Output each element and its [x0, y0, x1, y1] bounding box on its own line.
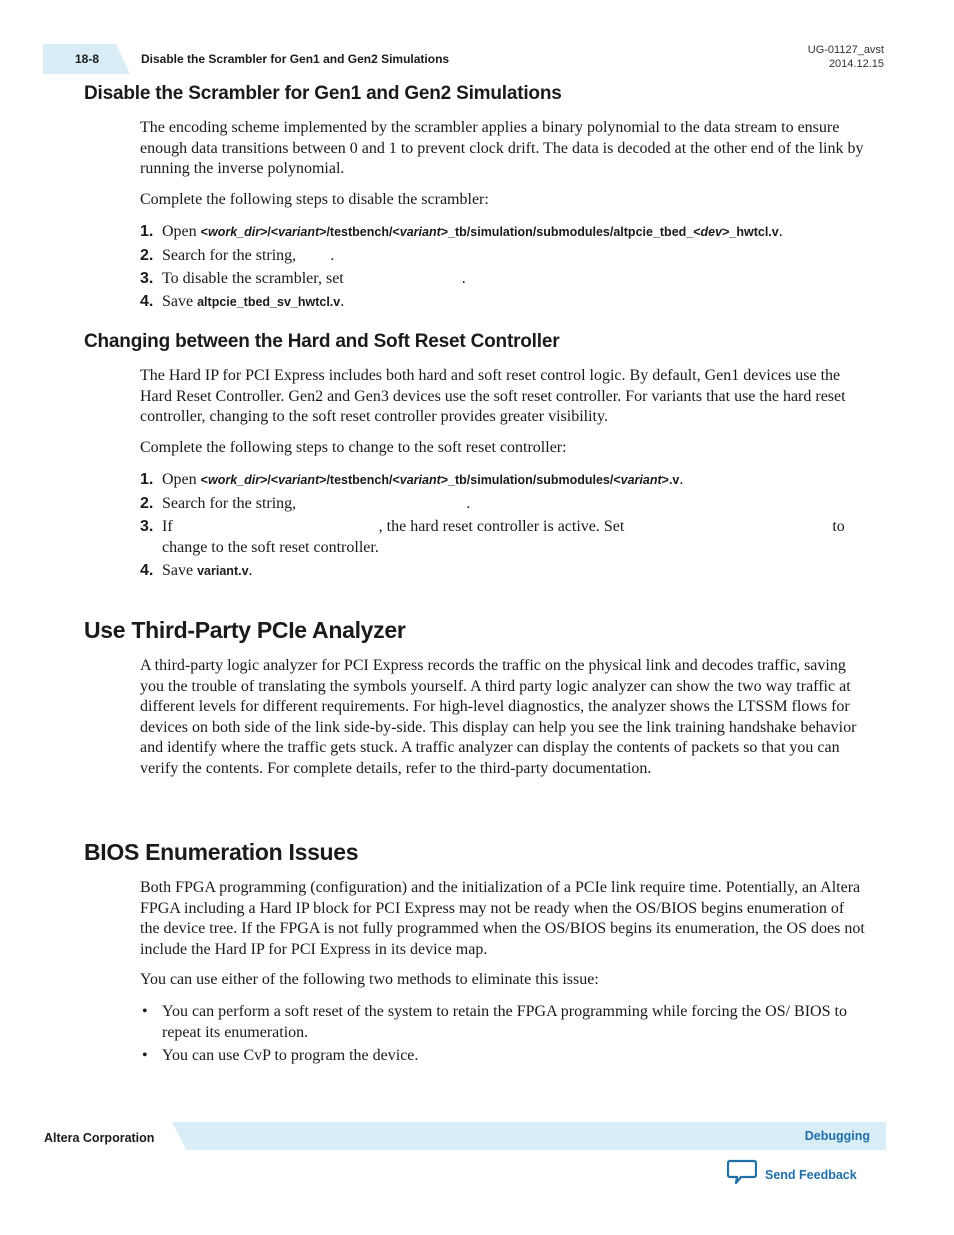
scrambler-steps-intro: Complete the following steps to disable the scrambler:	[140, 191, 489, 208]
list-item: 1. Open <work_dir>/<variant>/testbench/<variant>_tb/simulation/submodules/altpcie_tbed_<dev>_hwtcl.v.	[140, 223, 783, 240]
scrambler-paragraph: The encoding scheme implemented by the scrambler applies a binary polynomial to the data stream to ensure enough data transitions between 0 and 1 to prevent clock drift. The data is decoded at the other end of the link by running the inverse polynomial.	[140, 119, 864, 178]
chapter-link[interactable]: Debugging	[804, 1129, 870, 1143]
bios-methods-intro: You can use either of the following two methods to eliminate this issue:	[140, 971, 599, 988]
list-item: • You can perform a soft reset of the system to retain the FPGA programming while forcing the OS/ BIOS to repeat its enumeration.	[142, 1003, 847, 1041]
doc-meta	[808, 43, 884, 71]
section-heading-reset-controller: Changing between the Hard and Soft Reset Controller	[84, 331, 560, 352]
bullet: •	[142, 1047, 148, 1064]
file-path: <work_dir>/<variant>/testbench/<variant>_tb/simulation/submodules/<variant>.v	[200, 473, 680, 487]
list-item: 1. Open <work_dir>/<variant>/testbench/<variant>_tb/simulation/submodules/<variant>.v.	[140, 471, 684, 488]
reset-steps	[140, 469, 866, 584]
bios-methods-list	[140, 1001, 866, 1068]
list-item: • You can use CvP to program the device.	[142, 1047, 419, 1064]
page-number: 18-8	[75, 52, 100, 66]
section-heading-pcie-analyzer: Use Third-Party PCIe Analyzer	[84, 617, 406, 643]
list-item: 2. Search for the string, .	[140, 495, 471, 512]
bullet: •	[142, 1003, 148, 1020]
file-name: variant.v	[197, 564, 249, 578]
footer-company: Altera Corporation	[44, 1131, 155, 1145]
reset-paragraph: The Hard IP for PCI Express includes both hard and soft reset control logic. By default, Gen1 devices use the Hard Reset Controller. Gen2 and Gen3 devices use the soft reset controller. For variants that use the hard reset controller, changing to the soft reset controller provides greater visibility.	[140, 367, 846, 426]
list-item: 4. Save variant.v.	[140, 562, 253, 579]
bios-paragraph: Both FPGA programming (configuration) and the initialization of a PCIe link require time. Potentially, an Altera FPGA including a Hard IP block for PCI Express may not be ready when the OS/BIOS begins enumeration of the device tree. If the FPGA is not fully programmed when the OS/BIOS begins its enumeration, the OS does not include the Hard IP for PCI Express in its device map.	[140, 879, 865, 958]
send-feedback-label: Send Feedback	[765, 1167, 857, 1182]
list-item: 2. Search for the string, .	[140, 247, 335, 264]
speech-bubble-icon	[727, 1159, 757, 1190]
running-title: Disable the Scrambler for Gen1 and Gen2 Simulations	[141, 52, 450, 66]
doc-id: UG-01127_avst	[807, 44, 884, 56]
doc-date: 2014.12.15	[828, 58, 884, 70]
reset-steps-intro: Complete the following steps to change to the soft reset controller:	[140, 439, 567, 456]
list-item: 3. If , the hard reset controller is active. Set to change to the soft reset controller.	[140, 518, 845, 556]
analyzer-paragraph: A third-party logic analyzer for PCI Express records the traffic on the physical link and decodes traffic, saving you the trouble of translating the symbols yourself. A third party logic analyzer can show the two way traffic at different levels for different requirements. For high-level diagnostics, the analyzer shows the LTSSM flows for devices on both side of the link side-by-side. This display can help you see the link training handshake behavior and identify where the traffic gets stuck. A traffic analyzer can display the contents of packets so that you can verify the contents. For complete details, refer to the third-party documentation.	[140, 657, 857, 777]
list-item: 3. To disable the scrambler, set .	[140, 270, 466, 287]
footer-band	[172, 1122, 886, 1150]
list-item: 4. Save altpcie_tbed_sv_hwtcl.v.	[140, 293, 345, 310]
send-feedback-button[interactable]	[727, 1159, 857, 1190]
file-name: altpcie_tbed_sv_hwtcl.v	[197, 295, 341, 309]
section-heading-bios: BIOS Enumeration Issues	[84, 839, 359, 865]
file-path: <work_dir>/<variant>/testbench/<variant>_tb/simulation/submodules/altpcie_tbed_<dev>_hwtcl.v	[200, 225, 779, 239]
scrambler-steps	[140, 221, 866, 315]
section-heading-scrambler: Disable the Scrambler for Gen1 and Gen2 Simulations	[84, 83, 562, 104]
